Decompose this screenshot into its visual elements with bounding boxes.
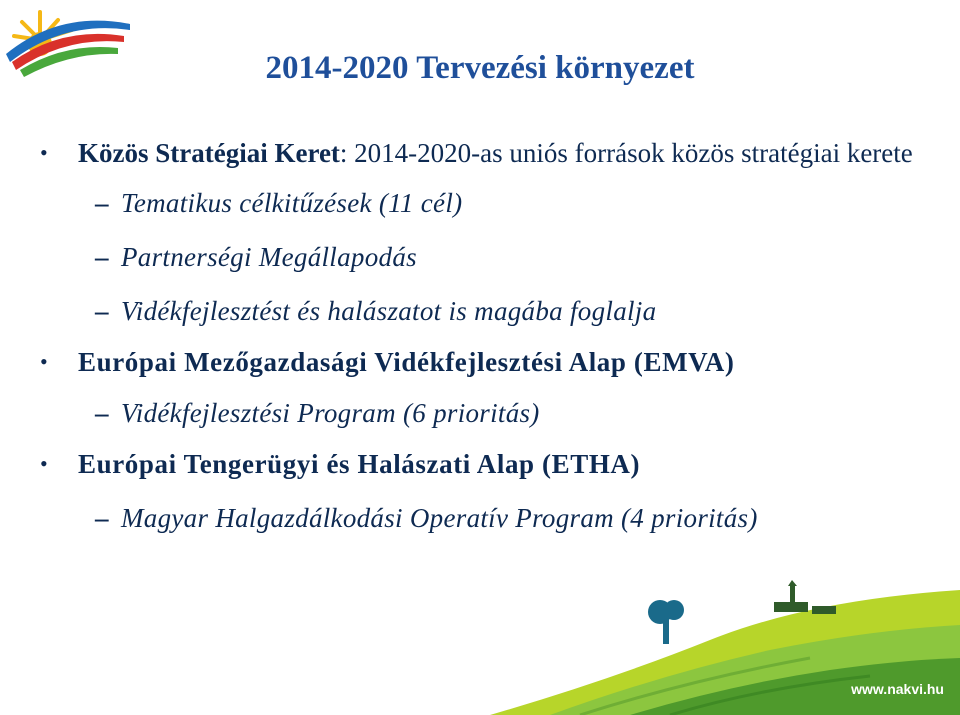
tree-icon [648,600,684,644]
bullet-marker: • [40,349,48,374]
sub-item [40,186,920,220]
bullet-text: Európai Tengerügyi és Halászati Alap (ETHA) [78,449,641,479]
sub-item [40,294,920,328]
bullet-term: Közös Stratégiai Keret [78,138,340,168]
sub-item-text: Magyar Halgazdálkodási Operatív Program (4 prioritás) [121,503,758,533]
dash-marker: – [95,503,109,533]
dash-marker: – [95,242,109,272]
dash-marker: – [95,296,109,326]
website-url[interactable]: www.nakvi.hu [851,681,944,697]
dash-marker: – [95,188,109,218]
sub-item [40,498,920,538]
bullet-marker: • [40,451,48,476]
sub-item [40,396,920,430]
bullet-list [40,136,920,538]
dash-marker: – [95,398,109,428]
sub-item-text: Vidékfejlesztést és halászatot is magába foglalja [121,296,657,326]
slide-title: 2014-2020 Tervezési környezet [265,50,695,86]
sub-item-text: Partnerségi Megállapodás [121,242,417,272]
sub-item [40,240,920,274]
bullet-text: : 2014-2020-as uniós források közös stratégiai kerete [339,138,913,168]
bullet-item [40,345,920,379]
sub-item-text: Vidékfejlesztési Program (6 prioritás) [121,398,540,428]
bullet-marker: • [40,140,48,165]
bullet-text: Európai Mezőgazdasági Vidékfejlesztési Alap (EMVA) [78,347,735,377]
village-icon [774,580,836,614]
bullet-item [40,447,920,481]
sub-item-text: Tematikus célkitűzések (11 cél) [121,188,463,218]
bullet-item [40,136,920,170]
